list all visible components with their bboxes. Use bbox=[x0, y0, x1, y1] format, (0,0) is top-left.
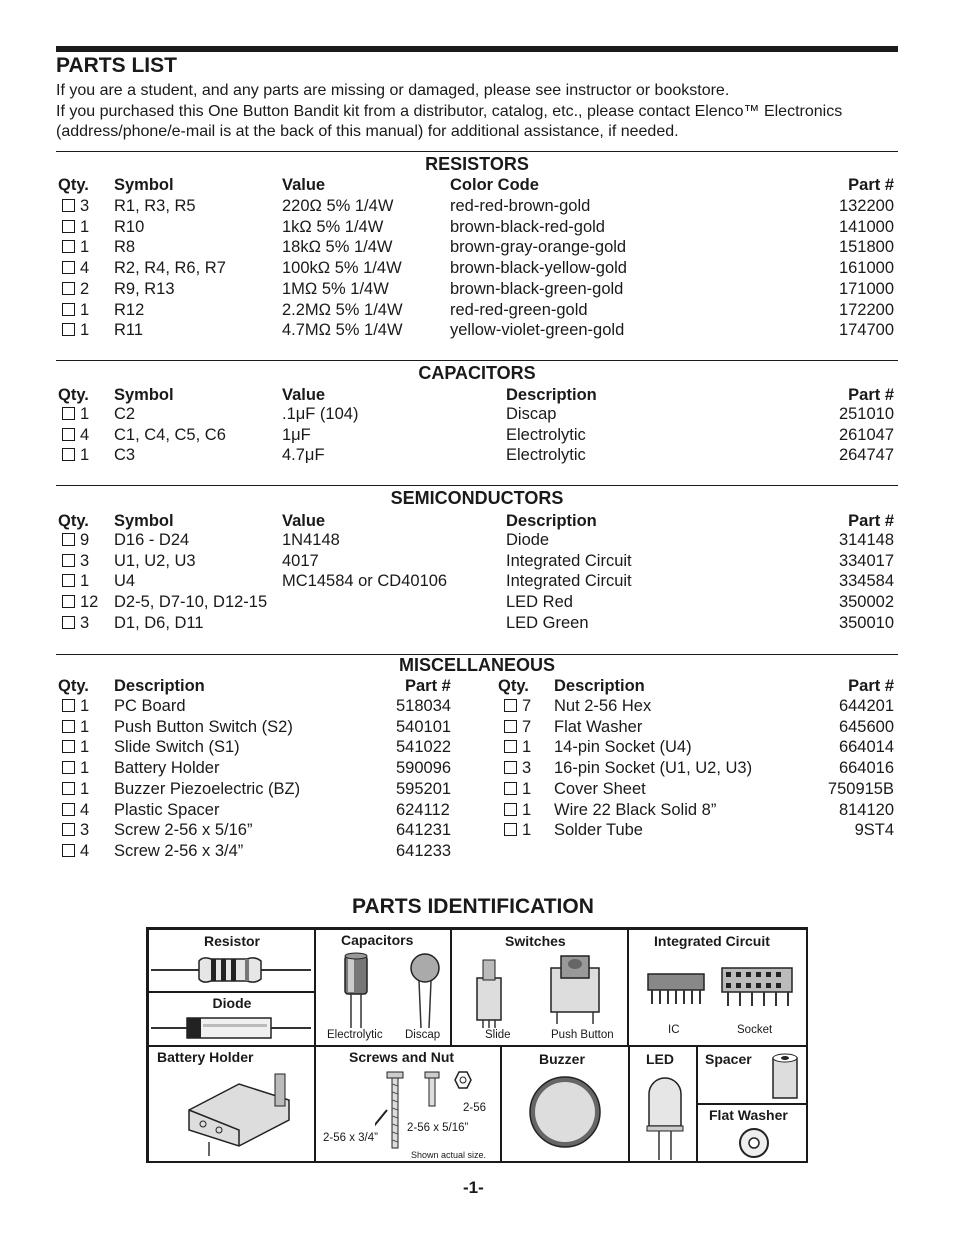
table-row bbox=[56, 531, 898, 552]
qty-value: 4 bbox=[80, 800, 90, 819]
intro-line-1: If you are a student, and any parts are missing or damaged, please see instructor or bookstore. bbox=[56, 82, 730, 99]
description-cell: Slide Switch (S1) bbox=[114, 738, 240, 757]
checkbox[interactable] bbox=[62, 699, 75, 712]
qty-value: 1 bbox=[80, 217, 90, 236]
diode-cell bbox=[148, 991, 316, 1047]
ic-title-label: Integrated Circuit bbox=[654, 933, 770, 949]
table-row bbox=[56, 593, 898, 614]
value-cell: 1N4148 bbox=[282, 531, 340, 549]
switches-cell bbox=[450, 929, 629, 1047]
part-number-cell: 624112 bbox=[396, 800, 450, 819]
description-cell: Discap bbox=[506, 405, 557, 423]
checkbox[interactable] bbox=[62, 199, 75, 212]
qty-value: 1 bbox=[80, 405, 90, 423]
qty-cell bbox=[504, 759, 531, 778]
color-code-cell: red-red-brown-gold bbox=[450, 197, 591, 215]
part-number-cell: 334584 bbox=[838, 572, 894, 591]
resistor-icon bbox=[151, 950, 313, 990]
table-row bbox=[56, 197, 898, 218]
value-cell: 4.7MΩ 5% 1/4W bbox=[282, 321, 403, 340]
value-cell: 2.2MΩ 5% 1/4W bbox=[282, 300, 403, 319]
qty-cell bbox=[62, 614, 89, 633]
checkbox[interactable] bbox=[504, 740, 517, 753]
value-cell: .1μF (104) bbox=[282, 405, 359, 423]
screw-nut-icons bbox=[375, 1070, 475, 1150]
checkbox[interactable] bbox=[62, 823, 75, 836]
checkbox[interactable] bbox=[62, 761, 75, 774]
description-cell: Diode bbox=[506, 531, 550, 549]
qty-cell bbox=[504, 718, 531, 737]
col-value: Value bbox=[282, 176, 326, 194]
intro-line-2: If you purchased this One Button Bandit kit from a distributor, catalog, etc., please contact Elenco™ Electronics bbox=[56, 102, 843, 120]
col-part: Part # bbox=[405, 677, 451, 695]
qty-value: 1 bbox=[80, 238, 90, 257]
part-number-cell: 541022 bbox=[396, 738, 452, 757]
checkbox[interactable] bbox=[62, 803, 75, 816]
qty-value: 3 bbox=[80, 197, 90, 215]
description-cell: Flat Washer bbox=[554, 717, 643, 736]
qty-cell bbox=[504, 801, 531, 820]
battery-holder-label: Battery Holder bbox=[157, 1049, 254, 1065]
part-number-cell: 174700 bbox=[838, 321, 894, 340]
col-qty: Qty. bbox=[58, 512, 89, 530]
checkbox[interactable] bbox=[62, 782, 75, 795]
qty-value: 1 bbox=[80, 717, 90, 736]
qty-cell bbox=[62, 426, 89, 445]
qty-cell bbox=[62, 301, 89, 320]
qty-value: 1 bbox=[80, 300, 90, 319]
qty-cell bbox=[504, 780, 531, 799]
checkbox[interactable] bbox=[504, 720, 517, 733]
part-number-cell: 9ST4 bbox=[854, 821, 894, 840]
qty-cell bbox=[504, 738, 531, 757]
checkbox[interactable] bbox=[62, 240, 75, 253]
table-row bbox=[56, 718, 898, 739]
flat-washer-label: Flat Washer bbox=[709, 1107, 788, 1123]
part-number-cell: 141000 bbox=[838, 217, 894, 236]
qty-value: 9 bbox=[80, 531, 90, 549]
battery-holder-icon bbox=[179, 1070, 309, 1160]
col-qty: Qty. bbox=[58, 386, 89, 404]
value-cell: 220Ω 5% 1/4W bbox=[282, 197, 394, 215]
description-cell: Wire 22 Black Solid 8” bbox=[554, 800, 717, 819]
misc-title: MISCELLANEOUS bbox=[398, 655, 555, 675]
value-cell: 1μF bbox=[282, 425, 311, 444]
table-row bbox=[56, 738, 898, 759]
qty-cell bbox=[62, 259, 89, 278]
part-number-cell: 595201 bbox=[396, 779, 452, 798]
socket-label: Socket bbox=[737, 1024, 773, 1036]
qty-value: 1 bbox=[80, 572, 90, 591]
spacer-icon bbox=[769, 1052, 803, 1104]
section-rule bbox=[56, 360, 898, 361]
capacitors-label: Capacitors bbox=[341, 932, 414, 948]
qty-cell bbox=[62, 531, 89, 550]
qty-value: 1 bbox=[80, 446, 90, 465]
symbol-cell: R10 bbox=[114, 217, 145, 236]
checkbox[interactable] bbox=[62, 261, 75, 274]
description-cell: Plastic Spacer bbox=[114, 800, 220, 819]
checkbox[interactable] bbox=[62, 428, 75, 441]
qty-cell bbox=[62, 552, 89, 571]
battery-holder-cell bbox=[148, 1045, 316, 1163]
qty-cell bbox=[504, 697, 531, 716]
checkbox[interactable] bbox=[62, 554, 75, 567]
col-part: Part # bbox=[848, 512, 894, 530]
qty-cell bbox=[62, 821, 89, 840]
checkbox[interactable] bbox=[62, 844, 75, 857]
description-cell: Push Button Switch (S2) bbox=[114, 717, 293, 736]
description-cell: Screw 2-56 x 5/16” bbox=[114, 821, 253, 840]
symbol-cell: R2, R4, R6, R7 bbox=[114, 259, 226, 278]
flat-washer-icon bbox=[737, 1126, 771, 1160]
symbol-cell: R11 bbox=[114, 321, 144, 340]
part-number-cell: 172200 bbox=[838, 300, 894, 319]
qty-cell bbox=[504, 821, 531, 840]
table-row bbox=[56, 780, 898, 801]
color-code-cell: brown-black-yellow-gold bbox=[450, 259, 627, 278]
symbol-cell: D1, D6, D11 bbox=[114, 613, 204, 632]
part-number-cell: 590096 bbox=[396, 759, 452, 778]
col-symbol: Symbol bbox=[114, 176, 174, 194]
table-row bbox=[56, 280, 898, 301]
col-part-right: Part # bbox=[848, 677, 894, 695]
qty-value: 1 bbox=[80, 759, 90, 778]
col-qty: Qty. bbox=[58, 677, 89, 695]
section-rule bbox=[56, 151, 898, 152]
checkbox[interactable] bbox=[504, 803, 517, 816]
diode-icon bbox=[151, 1012, 313, 1044]
part-number-cell: 264747 bbox=[838, 446, 894, 465]
col-desc-right: Description bbox=[554, 677, 645, 695]
qty-value: 4 bbox=[80, 841, 90, 860]
capacitors-header bbox=[56, 386, 898, 407]
part-number-cell: 132200 bbox=[838, 197, 894, 215]
qty-value: 1 bbox=[80, 321, 90, 340]
color-code-cell: brown-black-red-gold bbox=[450, 217, 605, 236]
push-button-label: Push Button bbox=[551, 1029, 614, 1041]
led-icon bbox=[645, 1074, 685, 1160]
qty-cell bbox=[62, 842, 89, 861]
color-code-cell: brown-gray-orange-gold bbox=[450, 238, 627, 257]
checkbox[interactable] bbox=[62, 616, 75, 629]
intro-line-3: (address/phone/e-mail is at the back of this manual) for additional assistance, if needed. bbox=[56, 123, 679, 140]
part-number-cell: 750915B bbox=[827, 779, 894, 798]
description-cell: Solder Tube bbox=[554, 821, 643, 840]
description-cell: 14-pin Socket (U4) bbox=[554, 738, 692, 757]
checkbox[interactable] bbox=[504, 823, 517, 836]
table-row bbox=[56, 446, 898, 467]
value-cell: 1kΩ 5% 1/4W bbox=[282, 217, 384, 236]
col-desc: Description bbox=[506, 386, 597, 404]
qty-value: 1 bbox=[522, 779, 532, 798]
led-label: LED bbox=[646, 1051, 674, 1067]
symbol-cell: R1, R3, R5 bbox=[114, 197, 196, 215]
qty-value: 1 bbox=[80, 779, 90, 798]
qty-value: 12 bbox=[80, 593, 99, 612]
qty-value: 4 bbox=[80, 425, 90, 444]
qty-cell bbox=[62, 593, 98, 612]
symbol-cell: U4 bbox=[114, 572, 136, 591]
table-row bbox=[56, 697, 898, 718]
table-row bbox=[56, 218, 898, 239]
screw-short-label: 2-56 x 5/16” bbox=[407, 1122, 469, 1134]
description-cell: Integrated Circuit bbox=[506, 572, 632, 591]
screws-and-nut-label: Screws and Nut bbox=[349, 1049, 455, 1065]
part-number-cell: 334017 bbox=[838, 551, 894, 570]
description-cell: Cover Sheet bbox=[554, 779, 646, 798]
col-part: Part # bbox=[848, 176, 894, 194]
symbol-cell: U1, U2, U3 bbox=[114, 551, 196, 570]
qty-cell bbox=[62, 759, 89, 778]
screw-long-label: 2-56 x 3/4” bbox=[323, 1132, 378, 1144]
color-code-cell: red-red-green-gold bbox=[450, 300, 588, 319]
symbol-cell: C1, C4, C5, C6 bbox=[114, 425, 226, 444]
checkbox[interactable] bbox=[62, 574, 75, 587]
description-cell: Buzzer Piezoelectric (BZ) bbox=[114, 779, 301, 798]
description-cell: LED Green bbox=[506, 613, 589, 632]
col-qty-right: Qty. bbox=[498, 677, 529, 695]
part-number-cell: 814120 bbox=[838, 800, 894, 819]
col-desc: Description bbox=[506, 512, 597, 530]
capacitors-title: CAPACITORS bbox=[418, 363, 536, 383]
part-number-cell: 645600 bbox=[838, 717, 894, 736]
part-number-cell: 251010 bbox=[838, 405, 894, 423]
qty-cell bbox=[62, 238, 89, 257]
qty-cell bbox=[62, 446, 89, 465]
integrated-circuit-cell bbox=[627, 929, 808, 1047]
nut-label: 2-56 bbox=[463, 1102, 487, 1114]
symbol-cell: C2 bbox=[114, 405, 136, 423]
description-cell: Screw 2-56 x 3/4” bbox=[114, 841, 244, 860]
value-cell: MC14584 or CD40106 bbox=[282, 572, 448, 591]
description-cell: LED Red bbox=[506, 593, 573, 612]
qty-value: 1 bbox=[80, 738, 90, 757]
part-number-cell: 161000 bbox=[838, 259, 894, 278]
parts-identification-title: PARTS IDENTIFICATION bbox=[352, 895, 594, 918]
symbol-cell: R8 bbox=[114, 238, 136, 257]
part-number-cell: 664014 bbox=[838, 738, 894, 757]
part-number-cell: 641233 bbox=[396, 841, 452, 860]
checkbox[interactable] bbox=[62, 720, 75, 733]
table-row bbox=[56, 426, 898, 447]
checkbox[interactable] bbox=[62, 595, 75, 608]
table-row bbox=[56, 405, 898, 426]
part-number-cell: 641231 bbox=[396, 821, 452, 840]
value-cell: 1MΩ 5% 1/4W bbox=[282, 279, 389, 298]
table-row bbox=[56, 259, 898, 280]
checkbox[interactable] bbox=[62, 303, 75, 316]
description-cell: Battery Holder bbox=[114, 759, 220, 778]
table-row bbox=[56, 301, 898, 322]
symbol-cell: D16 - D24 bbox=[114, 531, 190, 549]
col-desc: Description bbox=[114, 677, 205, 695]
col-value: Value bbox=[282, 386, 326, 404]
table-row bbox=[56, 321, 898, 342]
description-cell: Electrolytic bbox=[506, 446, 586, 465]
checkbox[interactable] bbox=[504, 761, 517, 774]
qty-cell bbox=[62, 738, 89, 757]
electrolytic-label: Electrolytic bbox=[327, 1029, 383, 1041]
table-row bbox=[56, 238, 898, 259]
part-number-cell: 151800 bbox=[838, 238, 894, 257]
qty-value: 4 bbox=[80, 259, 90, 278]
qty-value: 3 bbox=[522, 759, 532, 778]
col-part: Part # bbox=[848, 386, 894, 404]
symbol-cell: D2-5, D7-10, D12-15 bbox=[114, 593, 268, 612]
checkbox[interactable] bbox=[62, 533, 75, 546]
table-row bbox=[56, 821, 898, 842]
flat-washer-cell bbox=[696, 1103, 808, 1163]
part-number-cell: 171000 bbox=[838, 279, 894, 298]
table-row bbox=[56, 842, 898, 863]
switch-icons bbox=[469, 950, 629, 1030]
value-cell: 100kΩ 5% 1/4W bbox=[282, 259, 402, 278]
qty-cell bbox=[62, 405, 89, 424]
section-rule bbox=[56, 485, 898, 486]
qty-cell bbox=[62, 801, 89, 820]
part-number-cell: 350010 bbox=[838, 613, 894, 632]
checkbox[interactable] bbox=[62, 448, 75, 461]
color-code-cell: yellow-violet-green-gold bbox=[450, 321, 625, 340]
symbol-cell: R12 bbox=[114, 300, 145, 319]
qty-cell bbox=[62, 718, 89, 737]
resistor-cell bbox=[148, 929, 316, 993]
value-cell: 18kΩ 5% 1/4W bbox=[282, 238, 393, 257]
part-number-cell: 644201 bbox=[838, 697, 894, 715]
resistors-header bbox=[56, 176, 898, 197]
qty-cell bbox=[62, 218, 89, 237]
value-cell: 4017 bbox=[282, 551, 319, 570]
intro-text bbox=[56, 81, 906, 143]
buzzer-icon bbox=[527, 1074, 603, 1150]
qty-cell bbox=[62, 697, 89, 716]
color-code-cell: brown-black-green-gold bbox=[450, 279, 624, 298]
description-cell: Nut 2-56 Hex bbox=[554, 697, 652, 715]
part-number-cell: 261047 bbox=[838, 425, 894, 444]
capacitors-cell bbox=[314, 929, 452, 1047]
part-number-cell: 314148 bbox=[838, 531, 894, 549]
checkbox[interactable] bbox=[62, 323, 75, 336]
switches-label: Switches bbox=[505, 933, 566, 949]
symbol-cell: C3 bbox=[114, 446, 136, 465]
ic-label: IC bbox=[668, 1024, 680, 1036]
resistor-label: Resistor bbox=[203, 933, 261, 949]
checkbox[interactable] bbox=[62, 407, 75, 420]
table-row bbox=[56, 759, 898, 780]
led-cell bbox=[628, 1045, 698, 1163]
ic-icons bbox=[644, 956, 804, 1022]
description-cell: 16-pin Socket (U1, U2, U3) bbox=[554, 759, 753, 778]
col-qty: Qty. bbox=[58, 176, 89, 194]
resistors-title: RESISTORS bbox=[425, 154, 529, 174]
buzzer-label: Buzzer bbox=[539, 1051, 585, 1067]
table-row bbox=[56, 572, 898, 593]
checkbox[interactable] bbox=[62, 220, 75, 233]
parts-identification-grid bbox=[146, 927, 808, 1163]
actual-size-note: Shown actual size. bbox=[411, 1150, 487, 1160]
page-title: PARTS LIST bbox=[56, 54, 177, 77]
qty-cell bbox=[62, 572, 89, 591]
part-number-cell: 350002 bbox=[838, 593, 894, 612]
value-cell: 4.7μF bbox=[282, 446, 325, 465]
table-row bbox=[56, 552, 898, 573]
qty-value: 7 bbox=[522, 717, 532, 736]
capacitor-icons bbox=[341, 950, 451, 1030]
qty-cell bbox=[62, 197, 89, 216]
checkbox[interactable] bbox=[504, 699, 517, 712]
table-row bbox=[56, 801, 898, 822]
description-cell: Integrated Circuit bbox=[506, 551, 632, 570]
screws-and-nut-cell bbox=[314, 1045, 502, 1163]
spacer-label: Spacer bbox=[705, 1051, 752, 1067]
checkbox[interactable] bbox=[62, 740, 75, 753]
slide-label: Slide bbox=[485, 1029, 511, 1041]
spacer-cell bbox=[696, 1045, 808, 1105]
qty-value: 1 bbox=[80, 697, 90, 715]
discap-label: Discap bbox=[405, 1029, 441, 1041]
semiconductors-title: SEMICONDUCTORS bbox=[390, 488, 564, 508]
qty-value: 1 bbox=[522, 821, 532, 840]
checkbox[interactable] bbox=[62, 282, 75, 295]
col-symbol: Symbol bbox=[114, 512, 174, 530]
part-number-cell: 664016 bbox=[838, 759, 894, 778]
checkbox[interactable] bbox=[504, 782, 517, 795]
qty-cell bbox=[62, 280, 89, 299]
qty-value: 3 bbox=[80, 613, 90, 632]
col-value: Value bbox=[282, 512, 326, 530]
semiconductors-header bbox=[56, 512, 898, 533]
qty-value: 1 bbox=[522, 800, 532, 819]
buzzer-cell bbox=[500, 1045, 630, 1163]
part-number-cell: 518034 bbox=[396, 697, 452, 715]
description-cell: PC Board bbox=[114, 697, 186, 715]
col-color: Color Code bbox=[450, 176, 539, 194]
symbol-cell: R9, R13 bbox=[114, 279, 175, 298]
page-number: -1- bbox=[463, 1178, 484, 1197]
table-row bbox=[56, 614, 898, 635]
col-symbol: Symbol bbox=[114, 386, 174, 404]
qty-value: 3 bbox=[80, 821, 90, 840]
top-rule bbox=[56, 46, 898, 52]
qty-value: 1 bbox=[522, 738, 532, 757]
description-cell: Electrolytic bbox=[506, 425, 586, 444]
part-number-cell: 540101 bbox=[396, 717, 452, 736]
qty-value: 2 bbox=[80, 279, 90, 298]
misc-header bbox=[56, 677, 898, 698]
qty-cell bbox=[62, 321, 89, 340]
qty-value: 3 bbox=[80, 551, 90, 570]
qty-value: 7 bbox=[522, 697, 532, 715]
diode-label: Diode bbox=[212, 995, 252, 1011]
qty-cell bbox=[62, 780, 89, 799]
